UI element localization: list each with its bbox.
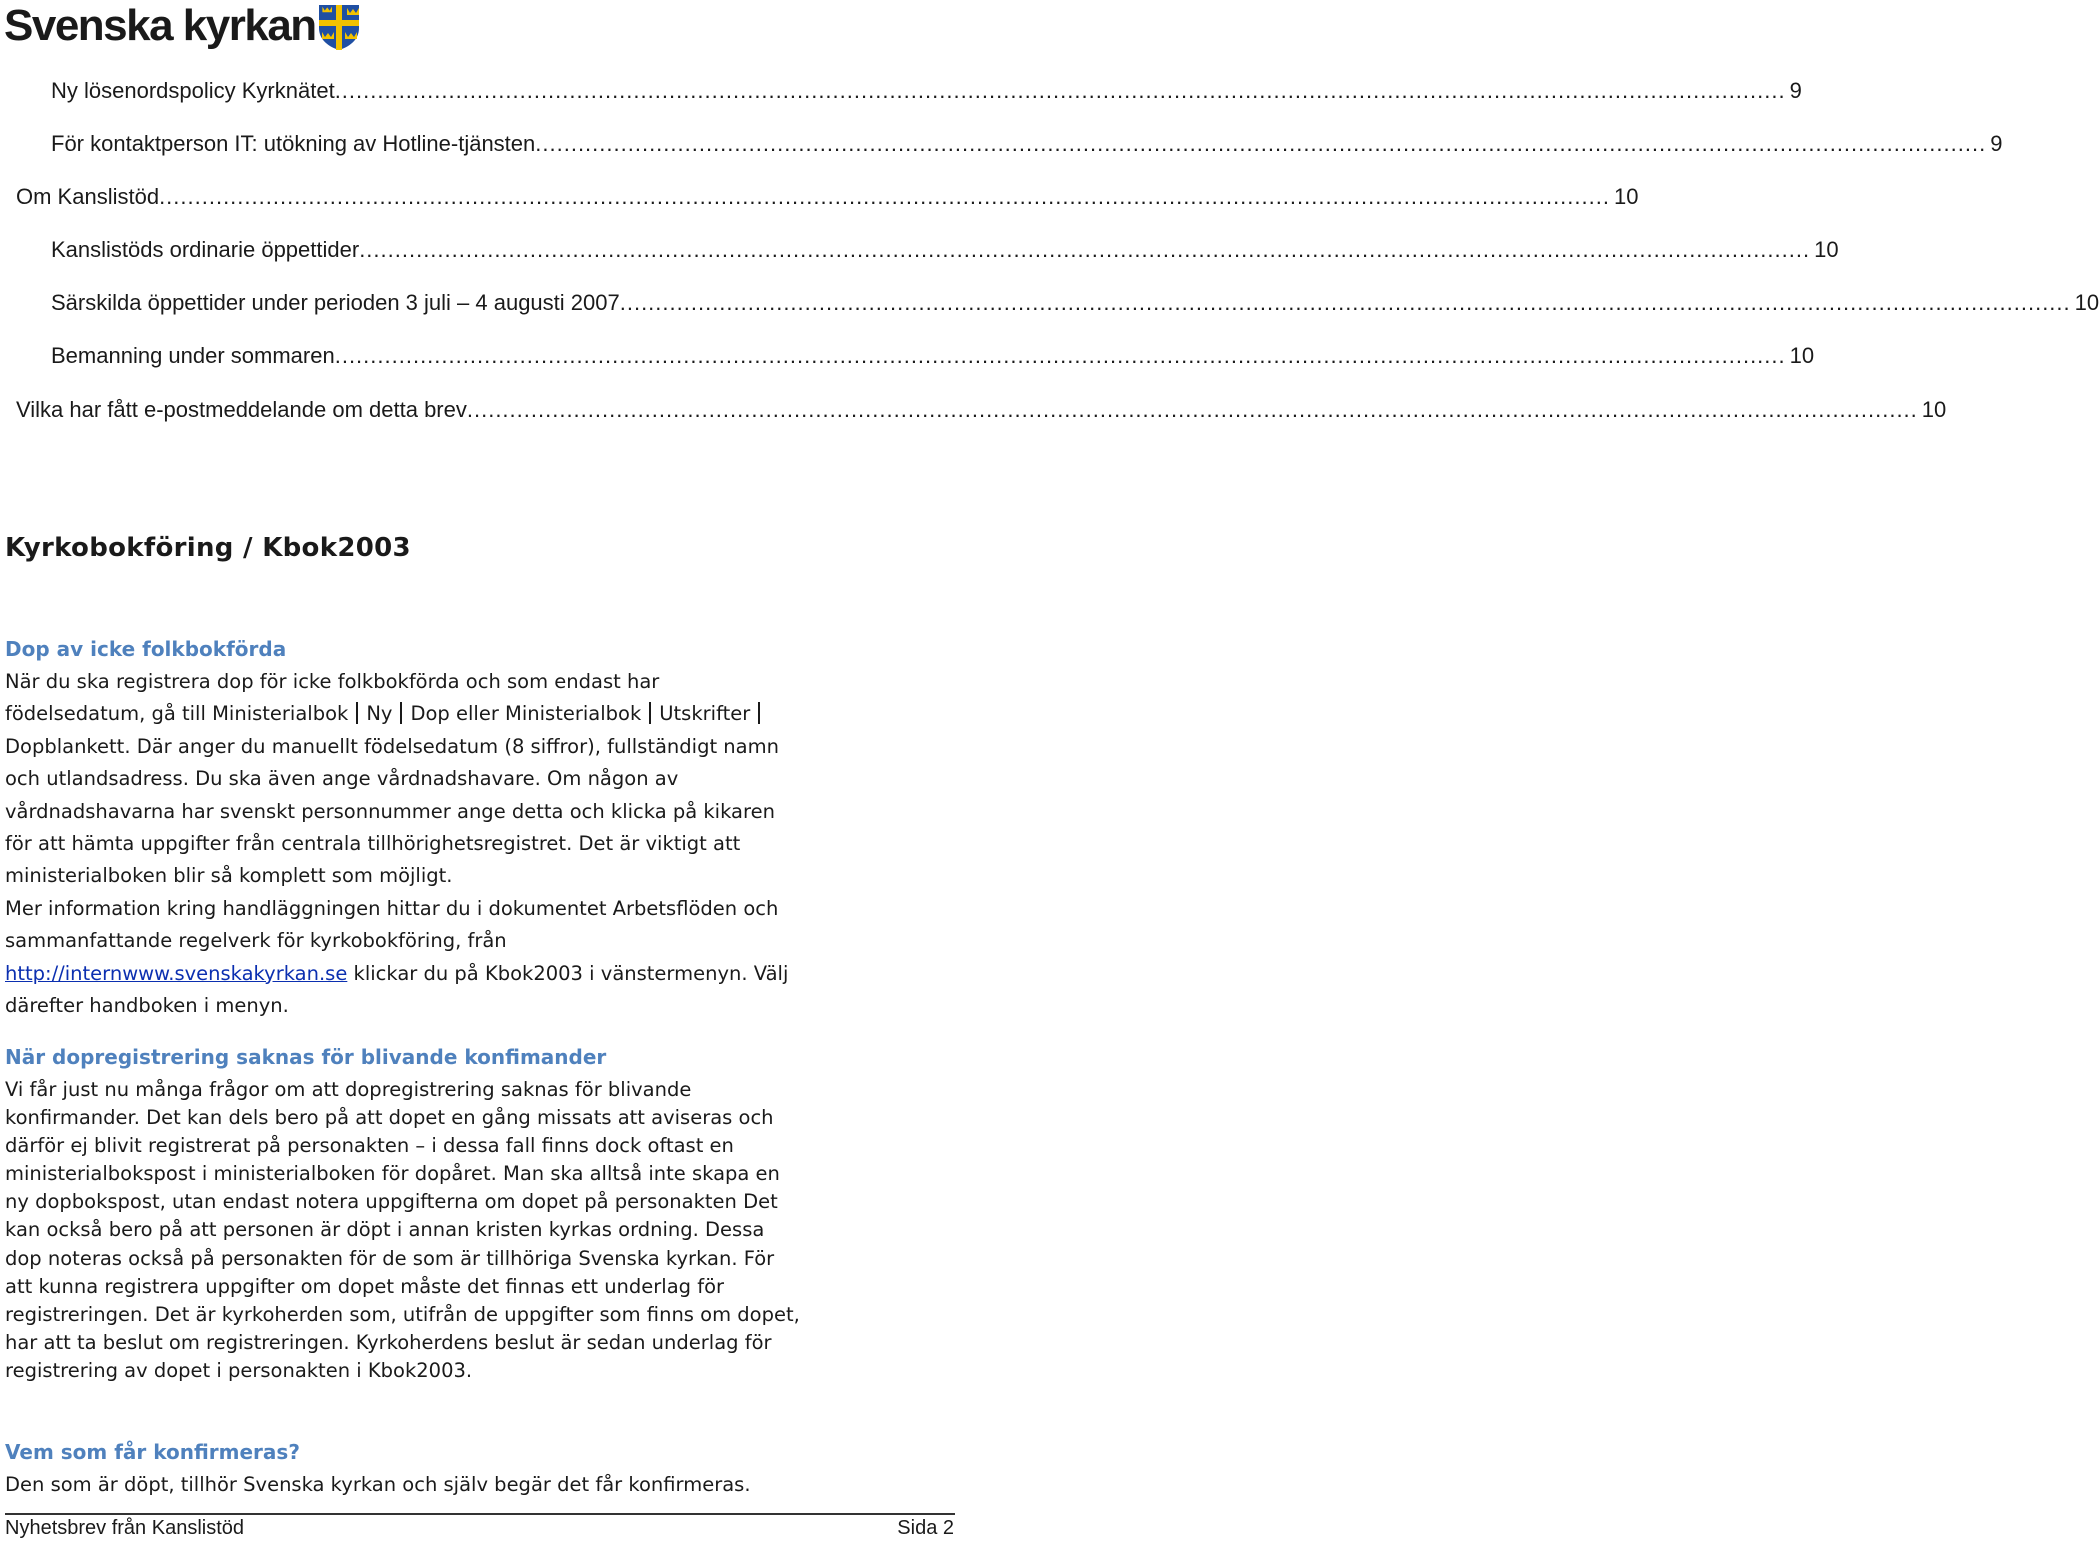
- paragraph-dopregistrering-saknas: [5, 1076, 800, 1385]
- text-line: ministerialboken blir så komplett som möjligt.: [5, 864, 453, 888]
- subheading-vem-som-far-konfirmeras: Vem som får konfirmeras?: [5, 1440, 300, 1464]
- text-segment: Utskrifter: [659, 702, 751, 726]
- toc-entry-title: Bemanning under sommaren: [51, 343, 335, 368]
- toc-leader-dots: ............................................................................................................................................................................................................: [334, 343, 1786, 368]
- text-line: har att ta beslut om registreringen. Kyrkoherdens beslut är sedan underlag för: [5, 1330, 772, 1354]
- toc-entry[interactable]: [51, 289, 2099, 317]
- toc-leader-dots: ............................................................................................................................................................................................................: [466, 397, 1918, 422]
- toc-entry[interactable]: [51, 236, 1839, 264]
- logo-wordmark: Svenska kyrkan: [4, 1, 316, 50]
- text-line: och utlandsadress. Du ska även ange vårdnadshavare. Om någon av: [5, 767, 679, 791]
- subheading-dop-av-icke-folkbokforda: Dop av icke folkbokförda: [5, 637, 287, 661]
- toc-leader-dots: ............................................................................................................................................................................................................: [334, 78, 1786, 103]
- text-line: dop noteras också på personakten för de som är tillhöriga Svenska kyrkan. För: [5, 1246, 775, 1270]
- toc-leader-dots: ............................................................................................................................................................................................................: [535, 131, 1987, 156]
- toc-entry[interactable]: [16, 396, 1947, 424]
- text-line: Mer information kring handläggningen hittar du i dokumentet Arbetsflöden och: [5, 896, 779, 920]
- menu-separator: [649, 702, 651, 724]
- text-line: sammanfattande regelverk för kyrkobokföring, från: [5, 929, 507, 953]
- text-line: konfirmander. Det kan dels bero på att dopet en gång missats att aviseras och: [5, 1106, 774, 1130]
- toc-entry-title: För kontaktperson IT: utökning av Hotline-tjänsten: [51, 131, 536, 156]
- text-line: därför ej blivit registrerat på personakten – i dessa fall finns dock oftast en: [5, 1134, 734, 1158]
- toc-entry-page: 10: [1613, 184, 1639, 209]
- text-line: vårdnadshavarna har svenskt personnummer ange detta och klicka på kikaren: [5, 799, 775, 823]
- toc-entry-page: 9: [1990, 131, 2003, 156]
- text-line: att kunna registrera uppgifter om dopet måste det finnas ett underlag för: [5, 1274, 725, 1298]
- toc-leader-dots: ............................................................................................................................................................................................................: [359, 237, 1811, 262]
- toc-entry[interactable]: [51, 342, 1815, 370]
- footer-newsletter-name: Nyhetsbrev från Kanslistöd: [5, 1517, 245, 1539]
- subheading-dopregistrering-saknas: När dopregistrering saknas för blivande konfimander: [5, 1045, 607, 1069]
- toc-entry-title: Om Kanslistöd: [16, 184, 160, 209]
- text-line: När du ska registrera dop för icke folkbokförda och som endast har: [5, 670, 660, 693]
- text-segment: Dop eller Ministerialbok: [410, 702, 642, 726]
- text-line: därefter handboken i menyn.: [5, 993, 289, 1017]
- text-segment: Ny: [366, 702, 393, 726]
- paragraph-dop-av-icke-folkbokforda: [5, 666, 788, 1022]
- toc-entry-page: 10: [1921, 397, 1947, 422]
- text-line: [5, 958, 788, 990]
- text-line: registrering av dopet i personakten i Kbok2003.: [5, 1358, 473, 1382]
- text-segment: födelsedatum, gå till Ministerialbok: [5, 702, 349, 726]
- toc-entry-page: 10: [2074, 290, 2099, 315]
- text-segment: klickar du på Kbok2003 i vänstermenyn. Välj: [347, 961, 789, 985]
- text-line: Dopblankett. Där anger du manuellt födelsedatum (8 siffror), fullständigt namn: [5, 734, 779, 758]
- text-line: [5, 698, 788, 730]
- text-line: registreringen. Det är kyrkoherden som, utifrån de uppgifter som finns om dopet,: [5, 1302, 800, 1326]
- toc-leader-dots: ............................................................................................................................................................................................................: [619, 290, 2071, 315]
- text-line: Vi får just nu många frågor om att dopregistrering saknas för blivande: [5, 1078, 692, 1101]
- section-title: Kyrkobokföring / Kbok2003: [5, 533, 411, 563]
- text-line: ministerialbokspost i ministerialboken för dopåret. Man ska alltså inte skapa en: [5, 1162, 780, 1186]
- toc-entry-page: 9: [1789, 78, 1802, 103]
- toc-entry-title: Ny lösenordspolicy Kyrknätet: [51, 78, 335, 103]
- text-line: för att hämta uppgifter från centrala tillhörighetsregistret. Det är viktigt att: [5, 831, 741, 855]
- toc-entry-title: Kanslistöds ordinarie öppettider: [51, 237, 360, 262]
- menu-separator: [758, 702, 760, 724]
- menu-separator: [400, 702, 402, 724]
- toc-entry[interactable]: [51, 130, 2003, 158]
- toc-leader-dots: ............................................................................................................................................................................................................: [159, 184, 1610, 209]
- menu-separator: [356, 702, 358, 724]
- toc-entry-title: Vilka har fått e-postmeddelande om detta brev: [16, 397, 467, 422]
- internwww-link[interactable]: http://internwww.svenskakyrkan.se: [5, 961, 348, 985]
- toc-entry[interactable]: [51, 77, 1802, 105]
- text-line: ny dopbokspost, utan endast notera uppgifterna om dopet på personakten Det: [5, 1190, 778, 1214]
- text-line: kan också bero på att personen är döpt i annan kristen kyrkas ordning. Dessa: [5, 1218, 765, 1242]
- toc-entry-page: 10: [1814, 237, 1839, 262]
- toc-entry-page: 10: [1789, 343, 1815, 368]
- footer-divider: [5, 1513, 955, 1515]
- toc-entry[interactable]: [16, 183, 1639, 211]
- paragraph-vem-som-far-konfirmeras: Den som är döpt, tillhör Svenska kyrkan och själv begär det får konfirmeras.: [5, 1473, 751, 1496]
- footer-page-number: Sida 2: [897, 1517, 954, 1539]
- church-coat-of-arms-icon: [316, 2, 362, 52]
- toc-entry-title: Särskilda öppettider under perioden 3 juli – 4 augusti 2007: [51, 290, 620, 315]
